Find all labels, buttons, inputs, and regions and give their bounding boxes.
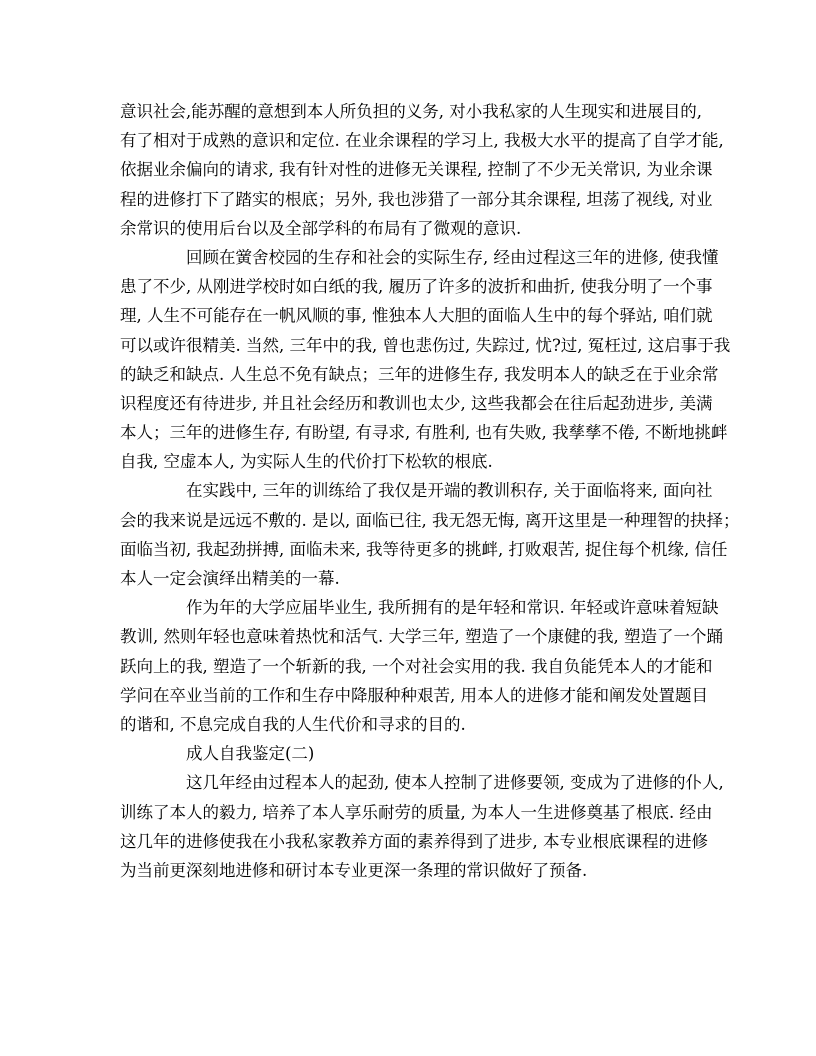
text-line: 回顾在黉舍校园的生存和社会的实际生存, 经由过程这三年的进修, 使我懂 [186,247,719,267]
text-line: 余常识的使用后台以及全部学科的布局有了微观的意识. [120,218,522,238]
text-line: 患了不少, 从刚进学校时如白纸的我, 履历了许多的波折和曲折, 使我分明了一个事 [120,277,713,297]
text-line: 学问在卒业当前的工作和生存中降服种种艰苦, 用本人的进修才能和阐发处置题目 [120,685,708,705]
heading-line: 成人自我鉴定(二) [186,744,315,764]
text-line: 在实践中, 三年的训练给了我仅是开端的教训积存, 关于面临将来, 面向社 [186,481,713,501]
text-line: 有了相对于成熟的意识和定位. 在业余课程的学习上, 我极大水平的提高了自学才能, [120,131,724,151]
paragraph-1 [120,97,724,243]
text-line: 本人一定会演绎出精美的一幕. [120,569,340,588]
text-line: 跃向上的我, 塑造了一个斩新的我, 一个对社会实用的我. 我自负能凭本人的才能和 [120,656,713,676]
paragraph-4 [120,593,723,739]
text-line: 理, 人生不可能存在一帆风顺的事, 惟独本人大胆的面临人生中的每个驿站, 咱们就 [120,306,713,326]
paragraph-3 [120,476,740,593]
text-line: 依据业余偏向的请求, 我有针对性的进修无关课程, 控制了不少无关常识, 为业余课 [120,160,713,180]
text-line: 程的进修打下了踏实的根底；另外, 我也涉猎了一部分其余课程, 坦荡了视线, 对业 [120,189,713,209]
paragraph-2 [120,243,731,477]
text-line: 为当前更深刻地进修和研讨本专业更深一条理的常识做好了预备. [120,860,588,880]
text-line: 面临当初, 我起劲拼搏, 面临未来, 我等待更多的挑衅, 打败艰苦, 捉住每个机缘, 信任 [120,539,728,559]
text-line: 这几年的进修使我在小我私家教养方面的素养得到了进步, 本专业根底课程的进修 [120,831,708,851]
text-line: 本人；三年的进修生存, 有盼望, 有寻求, 有胜利, 也有失败, 我孳孳不倦, 不断地挑衅 [120,423,728,443]
text-line: 的缺乏和缺点. 人生总不免有缺点；三年的进修生存, 我发明本人的缺乏在于业余常 [120,364,719,384]
paragraph-6 [120,768,724,885]
text-line: 可以或许很精美. 当然, 三年中的我, 曾也悲伤过, 失踪过, 忧?过, 冤枉过, 这启事于我 [120,335,731,355]
text-line: 自我, 空虚本人, 为实际人生的代价打下松软的根底. [120,452,493,472]
section-heading [120,739,710,768]
text-line: 的谐和, 不息完成自我的人生代价和寻求的目的. [120,714,466,734]
text-line: 会的我来说是远远不敷的. 是以, 面临已往, 我无怨无悔, 离开这里是一种理智的抉择； [120,510,740,530]
text-line: 教训, 然则年轻也意味着热忱和活气. 大学三年, 塑造了一个康健的我, 塑造了一个踊 [120,627,723,647]
text-line: 训练了本人的毅力, 培养了本人享乐耐劳的质量, 为本人一生进修奠基了根底. 经由 [120,802,713,822]
text-line: 作为年的大学应届毕业生, 我所拥有的是年轻和常识. 年轻或许意味着短缺 [186,598,719,618]
text-line: 意识社会,能苏醒的意想到本人所负担的义务, 对小我私家的人生现实和进展目的, [120,102,702,121]
document-body [120,97,740,885]
text-line: 识程度还有待进步, 并且社会经历和教训也太少, 这些我都会在往后起劲进步, 美满 [120,393,713,413]
text-line: 这几年经由过程本人的起劲, 使本人控制了进修要领, 变成为了进修的仆人, [186,773,724,793]
